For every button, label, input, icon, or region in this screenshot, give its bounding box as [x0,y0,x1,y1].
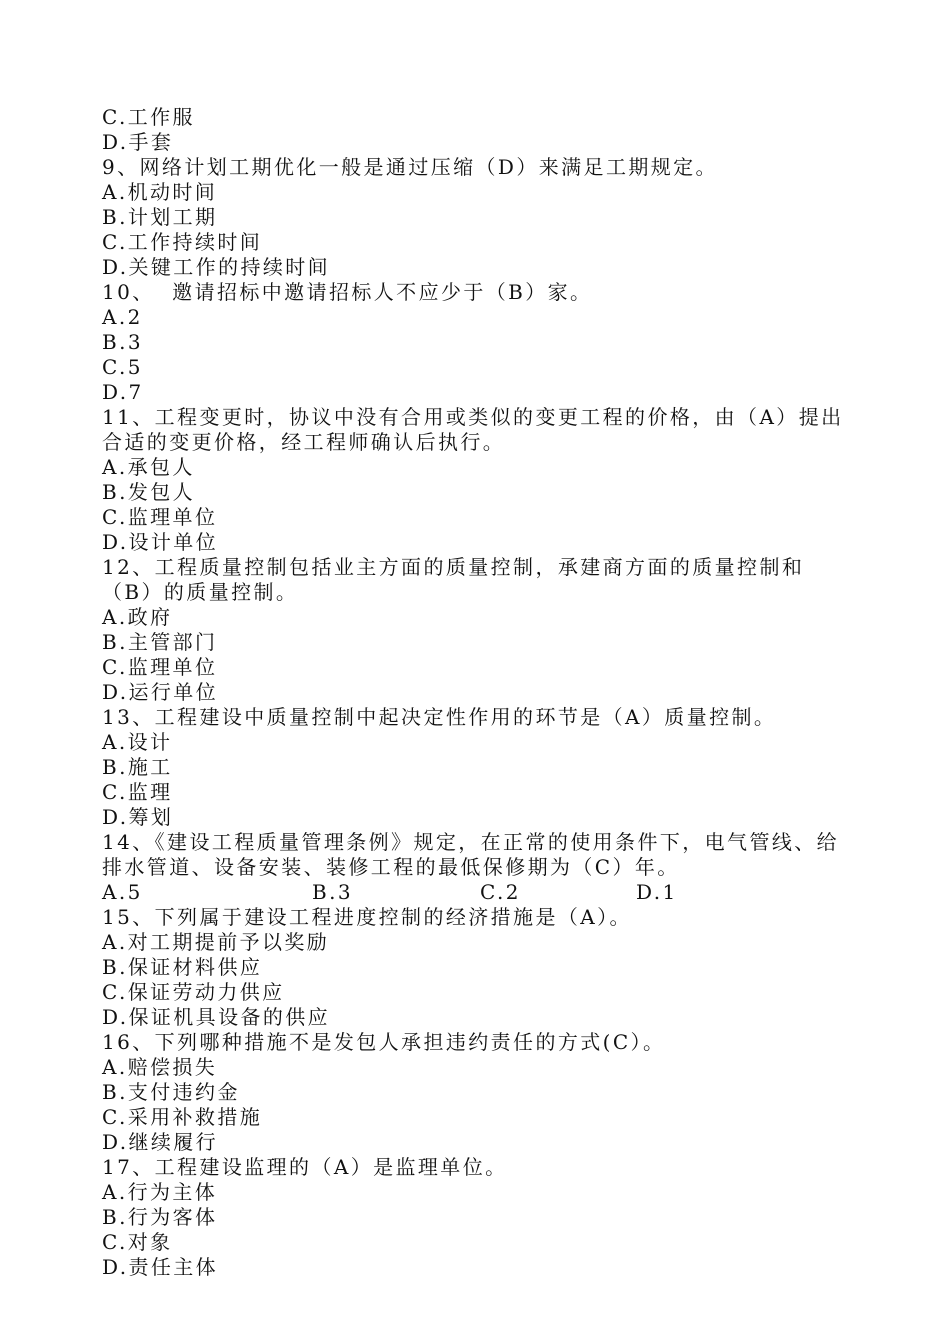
option-line: D.保证机具设备的供应 [102,1005,331,1029]
option-line: A.对工期提前予以奖励 [102,930,330,954]
option-line: D.设计单位 [102,530,219,554]
option-c: C.2 [480,880,521,904]
question-11: 11、工程变更时，协议中没有合用或类似的变更工程的价格，由（A）提出 [102,405,844,429]
option-line: D.继续履行 [102,1130,219,1154]
option-line: C.采用补救措施 [102,1105,263,1129]
option-line: C.工作持续时间 [102,230,263,254]
option-line: C.对象 [102,1230,173,1254]
option-line: A.行为主体 [102,1180,218,1204]
question-14-cont: 排水管道、设备安装、装修工程的最低保修期为（C）年。 [102,855,680,879]
question-14: 14、《建设工程质量管理条例》规定，在正常的使用条件下，电气管线、给 [102,830,840,854]
option-line: A.2 [102,305,143,329]
document-page [102,105,850,1280]
question-15: 15、下列属于建设工程进度控制的经济措施是（A）。 [102,905,632,929]
option-line: B.主管部门 [102,630,218,654]
option-line: B.计划工期 [102,205,218,229]
option-line: A.机动时间 [102,180,218,204]
option-line: B.施工 [102,755,173,779]
question-12-cont: （B）的质量控制。 [102,580,299,604]
option-line: B.支付违约金 [102,1080,240,1104]
option-a: A.5 [102,880,143,904]
option-line: D.关键工作的持续时间 [102,255,331,279]
text-line: C.工作服 [102,105,195,129]
option-line: B.3 [102,330,143,354]
question-13: 13、工程建设中质量控制中起决定性作用的环节是（A）质量控制。 [102,705,777,729]
question-16: 16、下列哪种措施不是发包人承担违约责任的方式(C）。 [102,1030,666,1054]
option-line: A.赔偿损失 [102,1055,218,1079]
text-block-b [102,905,850,1280]
option-b: B.3 [312,880,353,904]
text-line: D.手套 [102,130,174,154]
option-line: C.监理 [102,780,173,804]
option-line: D.运行单位 [102,680,219,704]
question-10: 10、 邀请招标中邀请招标人不应少于（B）家。 [102,280,593,304]
text-block-a [102,105,850,880]
option-line: D.责任主体 [102,1255,219,1279]
option-line: B.行为客体 [102,1205,218,1229]
option-line: C.5 [102,355,143,379]
question-9: 9、网络计划工期优化一般是通过压缩（D）来满足工期规定。 [102,155,718,179]
option-d: D.1 [636,880,678,904]
option-line: C.监理单位 [102,505,218,529]
option-line: D.7 [102,380,144,404]
question-12: 12、工程质量控制包括业主方面的质量控制，承建商方面的质量控制和 [102,555,805,579]
option-line: A.设计 [102,730,173,754]
option-line: B.保证材料供应 [102,955,263,979]
question-17: 17、工程建设监理的（A）是监理单位。 [102,1155,508,1179]
option-line: C.保证劳动力供应 [102,980,285,1004]
question-14-options [102,880,850,905]
option-line: B.发包人 [102,480,196,504]
option-line: A.承包人 [102,455,195,479]
option-line: C.监理单位 [102,655,218,679]
question-11-cont: 合适的变更价格，经工程师确认后执行。 [102,430,506,454]
option-line: A.政府 [102,605,173,629]
option-line: D.筹划 [102,805,174,829]
